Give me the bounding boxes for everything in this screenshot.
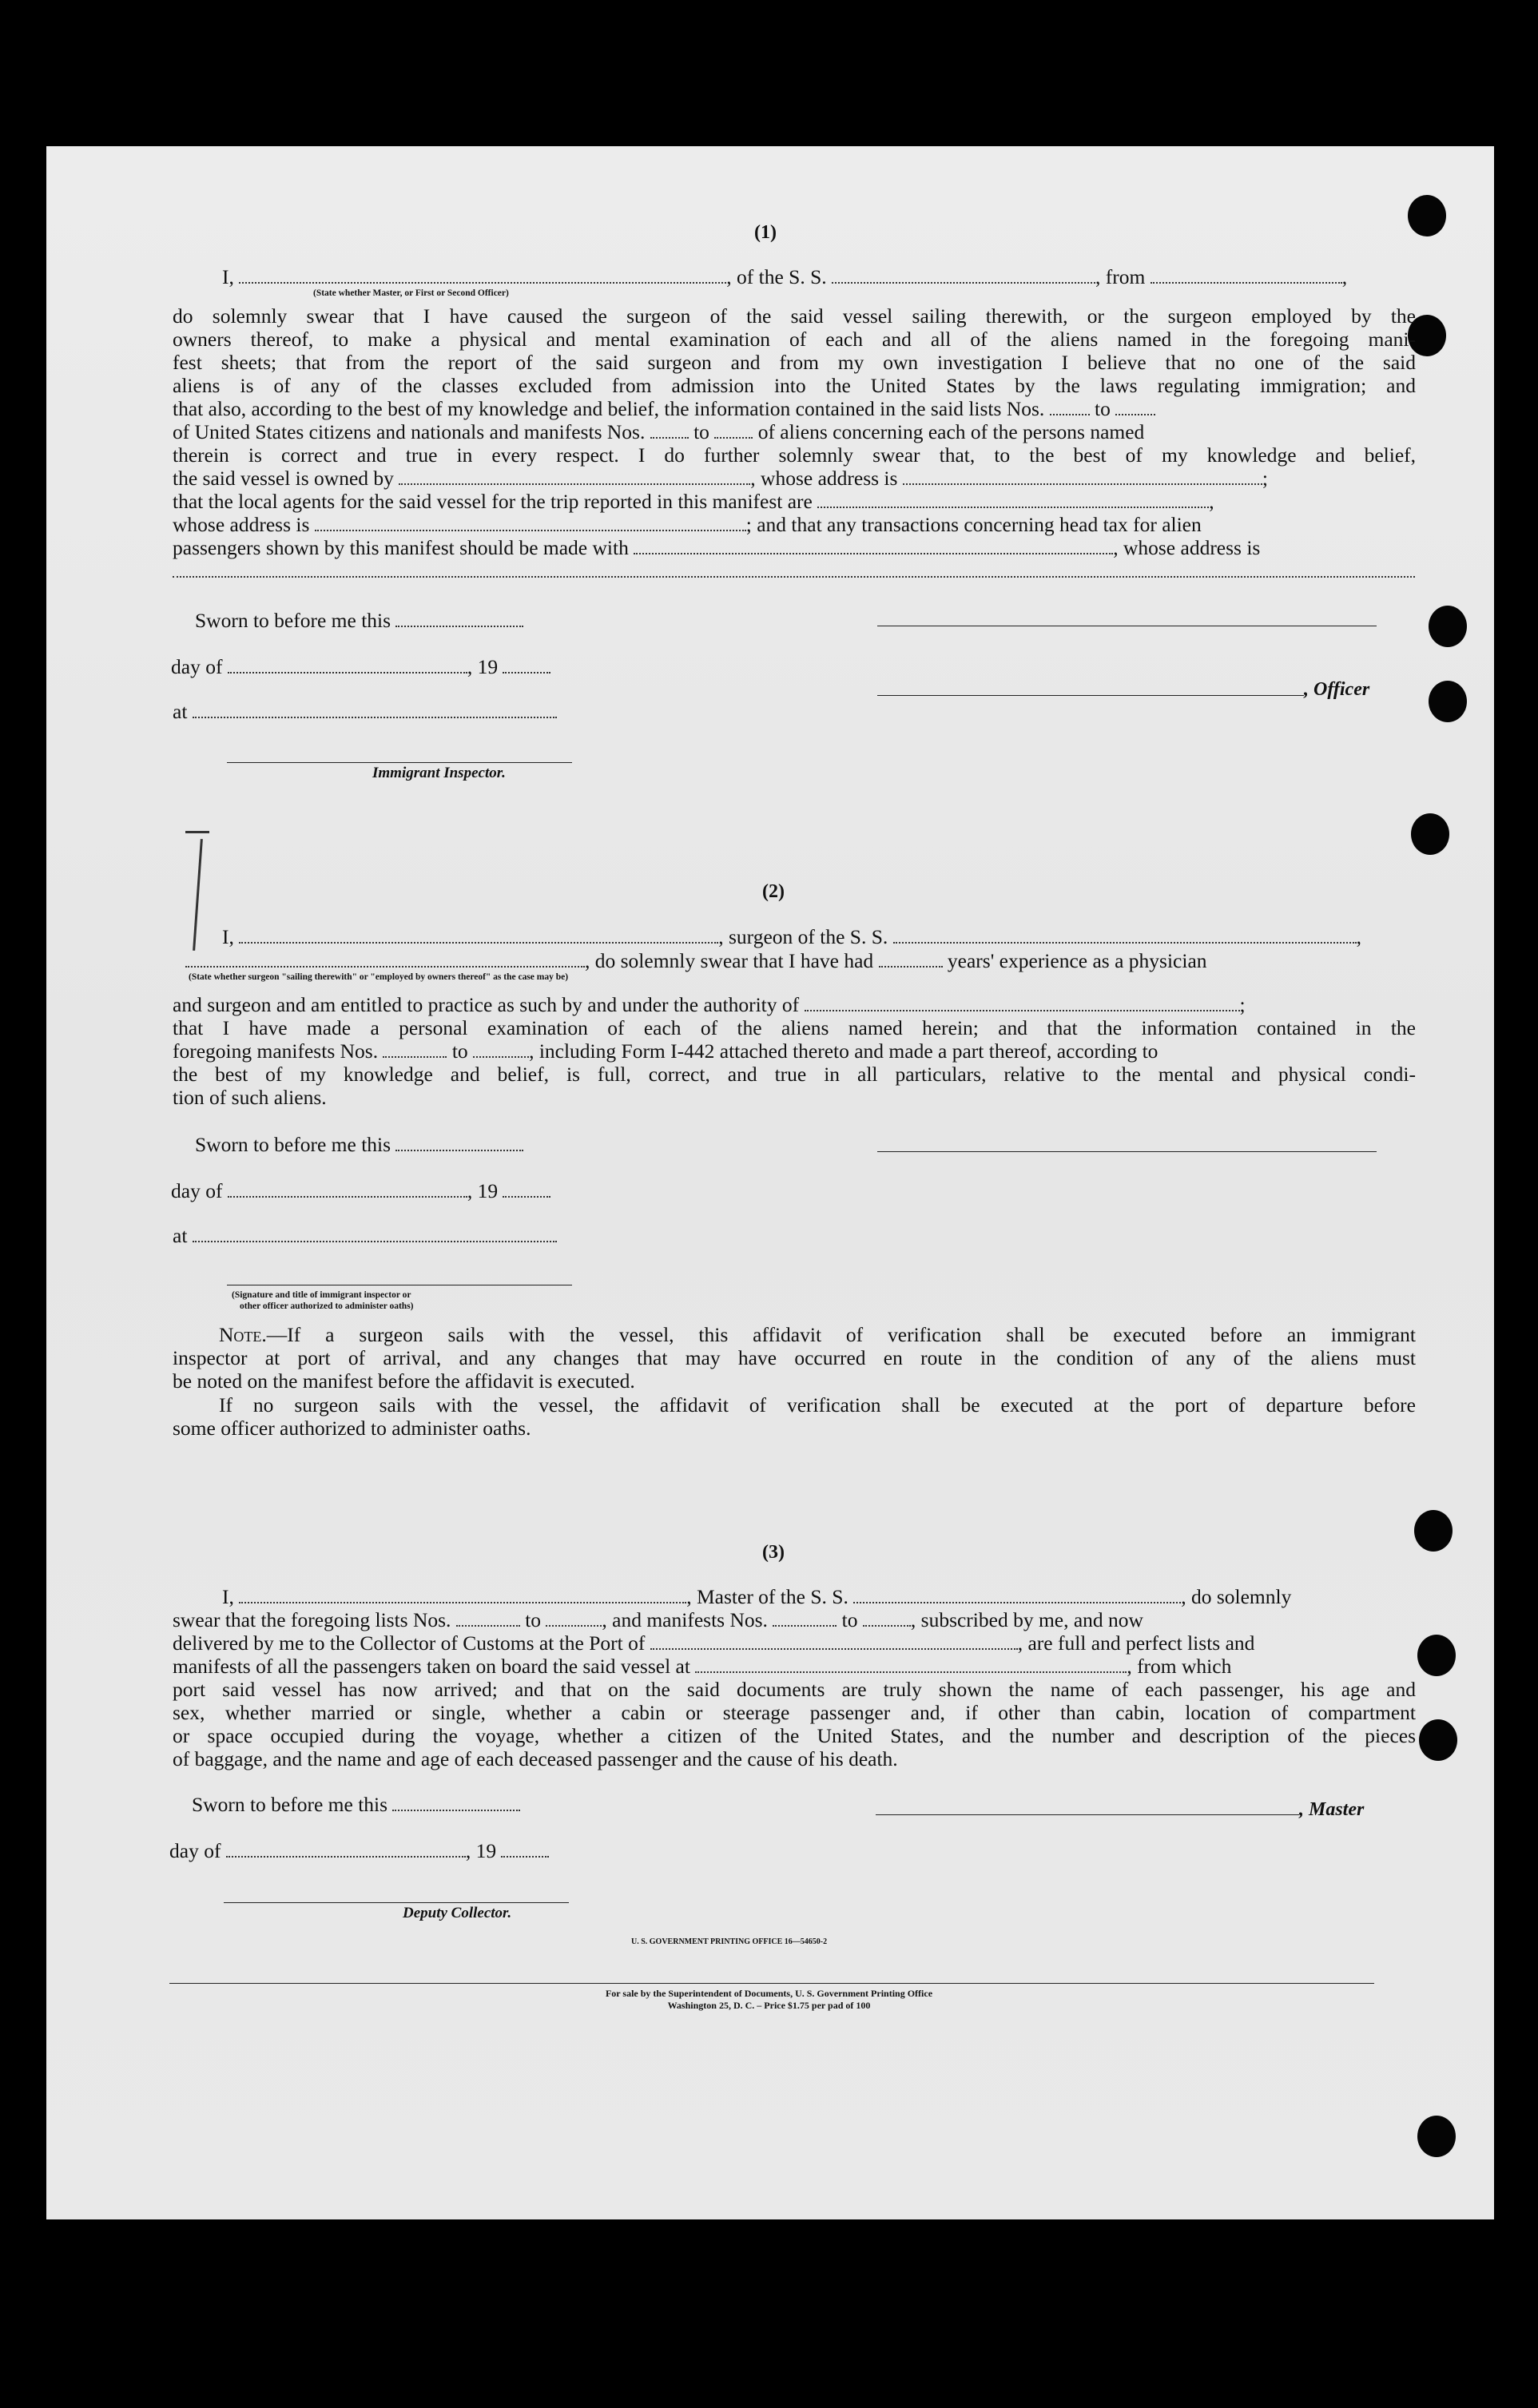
s2-sig-caption-2: other officer authorized to administer oaths) bbox=[240, 1301, 414, 1311]
s3-day-of: day of , 19 bbox=[169, 1839, 549, 1863]
s2-sig-caption-1: (Signature and title of immigrant inspector or bbox=[232, 1290, 411, 1300]
owner-address-field[interactable] bbox=[903, 467, 1262, 485]
s1-at-field[interactable] bbox=[193, 701, 557, 718]
s2-vessel-field[interactable] bbox=[893, 926, 1357, 944]
s3-deputy-label: Deputy Collector. bbox=[403, 1905, 512, 1921]
head-tax-address-field[interactable] bbox=[173, 560, 1415, 578]
years-experience-field[interactable] bbox=[879, 950, 943, 968]
s2-note-4: If no surgeon sails with the vessel, the affidavit of verification shall be executed at the port of departure before bbox=[219, 1393, 1416, 1417]
s2-line-2: , do solemnly swear that I have had years' experience as a physician bbox=[185, 949, 1207, 973]
s1-para-1: do solemnly swear that I have caused the surgeon of the said vessel sailing therewith, or the surgeon employed by the bbox=[173, 304, 1416, 328]
s2-signature-line[interactable] bbox=[877, 1151, 1377, 1152]
s3-sworn-date-field[interactable] bbox=[392, 1794, 520, 1811]
s2-at: at bbox=[173, 1224, 557, 1248]
head-tax-contact-field[interactable] bbox=[634, 537, 1113, 554]
master-name-field[interactable] bbox=[239, 266, 726, 284]
punch-hole bbox=[1411, 813, 1449, 855]
port-of-field[interactable] bbox=[650, 1632, 1018, 1650]
section-3-number: (3) bbox=[762, 1542, 785, 1563]
s3-day-field[interactable] bbox=[226, 1840, 466, 1858]
surgeon-name-field[interactable] bbox=[239, 926, 718, 944]
s3-master-signature-line[interactable] bbox=[876, 1814, 1299, 1815]
s1-para-5: that also, according to the best of my knowledge and belief, the information contained in the said lists Nos. to bbox=[173, 397, 1155, 421]
s3-lists-to-field[interactable] bbox=[546, 1609, 602, 1627]
section-2-number: (2) bbox=[762, 881, 785, 902]
s1-para-3: fest sheets; that from the report of the said surgeon and from my own investigation I believe that no one of the said bbox=[173, 351, 1416, 374]
s3-line-8: of baggage, and the name and age of each deceased passenger and the cause of his death. bbox=[173, 1747, 898, 1770]
s2-day-field[interactable] bbox=[228, 1180, 467, 1198]
s3-line-7: or space occupied during the voyage, whether a citizen of the United States, and the number and description of the pieces bbox=[173, 1724, 1416, 1747]
s3-year-field[interactable] bbox=[501, 1840, 549, 1858]
s1-inspector-line[interactable] bbox=[227, 762, 572, 763]
s2-note-1: Note.—If a surgeon sails with the vessel, this affidavit of verification shall be executed before an immigrant bbox=[219, 1323, 1416, 1346]
s2-note-5: some officer authorized to administer oaths. bbox=[173, 1417, 531, 1440]
s3-line-5: port said vessel has now arrived; and that on the said documents are truly shown the name of each passenger, his age and bbox=[173, 1678, 1416, 1701]
s2-note-2: inspector at port of arrival, and any changes that may have occurred en route in the condition of any of the aliens must bbox=[173, 1346, 1416, 1369]
s1-line-6: of United States citizens and nationals and manifests Nos. to of aliens concerning each of the persons named bbox=[173, 420, 1145, 443]
manifests-from-field[interactable] bbox=[650, 421, 689, 439]
sale-notice-2: Washington 25, D. C. – Price $1.75 per pad of 100 bbox=[667, 2000, 871, 2011]
s2-line-4: that I have made a personal examination of each of the aliens named herein; and that the information contained in the bbox=[173, 1016, 1416, 1039]
s1-officer-line[interactable] bbox=[877, 695, 1304, 696]
lists-to-field[interactable] bbox=[1115, 398, 1155, 415]
s1-at: at bbox=[173, 700, 557, 724]
surgeon-type-field[interactable] bbox=[185, 950, 585, 968]
s1-year-field[interactable] bbox=[503, 656, 550, 674]
s1-line-9: that the local agents for the said vessel for the trip reported in this manifest are , bbox=[173, 490, 1214, 513]
s1-para-2: owners thereof, to make a physical and mental examination of each and all of the aliens named in the foregoing mani- bbox=[173, 328, 1416, 351]
s2-line-5: foregoing manifests Nos. to , including Form I-442 attached thereto and made a part thereof, according to bbox=[173, 1039, 1158, 1063]
s3-vessel-field[interactable] bbox=[853, 1586, 1181, 1603]
section-1-number: (1) bbox=[754, 222, 777, 243]
s1-day-of: day of , 19 bbox=[171, 655, 550, 679]
authority-field[interactable] bbox=[805, 994, 1240, 1011]
s1-inspector-label: Immigrant Inspector. bbox=[372, 765, 506, 781]
s3-master-label: , Master bbox=[1299, 1799, 1365, 1820]
s2-manifests-to-field[interactable] bbox=[473, 1040, 529, 1058]
s1-sworn: Sworn to before me this bbox=[195, 609, 523, 633]
manifests-to-field[interactable] bbox=[714, 421, 753, 439]
s2-line-3: and surgeon and am entitled to practice as such by and under the authority of ; bbox=[173, 993, 1246, 1016]
punch-hole bbox=[1417, 1635, 1456, 1676]
sale-notice-1: For sale by the Superintendent of Documents, U. S. Government Printing Office bbox=[605, 1988, 933, 1999]
s3-line-6: sex, whether married or single, whether a cabin or steerage passenger and, if other than cabin, location of compartment bbox=[173, 1701, 1416, 1724]
s1-officer-label: , Officer bbox=[1304, 679, 1370, 700]
s2-line-2-caption: (State whether surgeon "sailing therewith" or "employed by owners thereof" as the case may be) bbox=[189, 972, 569, 982]
s2-line-1: I, , surgeon of the S. S. , bbox=[222, 925, 1362, 948]
s1-line-7: therein is correct and true in every respect. I do further solemnly swear that, to the best of my knowledge and belief, bbox=[173, 443, 1416, 467]
s2-sworn-date-field[interactable] bbox=[395, 1134, 523, 1151]
punch-hole bbox=[1429, 681, 1467, 722]
punch-hole bbox=[1414, 1510, 1453, 1552]
vessel-name-field[interactable] bbox=[832, 266, 1095, 284]
s1-line-12 bbox=[173, 559, 1415, 583]
s2-manifests-from-field[interactable] bbox=[383, 1040, 447, 1058]
s1-line-8: the said vessel is owned by , whose address is ; bbox=[173, 467, 1268, 490]
punch-hole bbox=[1417, 2116, 1456, 2157]
s1-line-1: I, , of the S. S. , from , bbox=[222, 265, 1348, 288]
s3-manifests-to-field[interactable] bbox=[863, 1609, 911, 1627]
s3-line-3: delivered by me to the Collector of Customs at the Port of , are full and perfect lists and bbox=[173, 1631, 1255, 1655]
s2-line-7: tion of such aliens. bbox=[173, 1086, 327, 1109]
punch-hole bbox=[1408, 195, 1446, 236]
s2-sworn: Sworn to before me this bbox=[195, 1133, 523, 1157]
gpo-imprint: U. S. GOVERNMENT PRINTING OFFICE 16—54650-2 bbox=[631, 1937, 828, 1946]
agents-address-field[interactable] bbox=[315, 514, 746, 531]
s1-para-4: aliens is of any of the classes excluded from admission into the United States by the laws regulating immigration; and bbox=[173, 374, 1416, 397]
s3-manifests-from-field[interactable] bbox=[773, 1609, 837, 1627]
s3-master-name-field[interactable] bbox=[239, 1586, 686, 1603]
s3-line-4: manifests of all the passengers taken on board the said vessel at , from which bbox=[173, 1655, 1232, 1678]
s2-at-field[interactable] bbox=[193, 1225, 557, 1242]
s3-lists-from-field[interactable] bbox=[456, 1609, 520, 1627]
owner-field[interactable] bbox=[399, 467, 750, 485]
s2-note-3: be noted on the manifest before the affidavit is executed. bbox=[173, 1369, 635, 1393]
pen-mark bbox=[185, 831, 209, 833]
footer-rule bbox=[169, 1983, 1374, 1984]
punch-hole bbox=[1419, 1719, 1457, 1761]
boarding-port-field[interactable] bbox=[695, 1655, 1127, 1673]
s1-line-1-caption: (State whether Master, or First or Second Officer) bbox=[313, 288, 509, 298]
local-agents-field[interactable] bbox=[817, 491, 1209, 508]
s3-line-2: swear that the foregoing lists Nos. to , and manifests Nos. to , subscribed by me, and now bbox=[173, 1608, 1143, 1631]
lists-from-field[interactable] bbox=[1050, 398, 1090, 415]
from-port-field[interactable] bbox=[1151, 266, 1342, 284]
s2-line-6: the best of my knowledge and belief, is full, correct, and true in all particulars, relative to the mental and physical condi- bbox=[173, 1063, 1416, 1086]
s3-line-1: I, , Master of the S. S. , do solemnly bbox=[222, 1585, 1292, 1608]
s2-day-of: day of , 19 bbox=[171, 1179, 550, 1203]
s1-day-field[interactable] bbox=[228, 656, 467, 674]
s2-year-field[interactable] bbox=[503, 1180, 550, 1198]
s3-sworn: Sworn to before me this bbox=[192, 1793, 520, 1817]
s3-deputy-line[interactable] bbox=[224, 1902, 569, 1903]
s1-line-11: passengers shown by this manifest should be made with , whose address is bbox=[173, 536, 1261, 559]
s1-sworn-date-field[interactable] bbox=[395, 610, 523, 627]
s1-line-10: whose address is ; and that any transactions concerning head tax for alien bbox=[173, 513, 1202, 536]
punch-hole bbox=[1429, 606, 1467, 647]
